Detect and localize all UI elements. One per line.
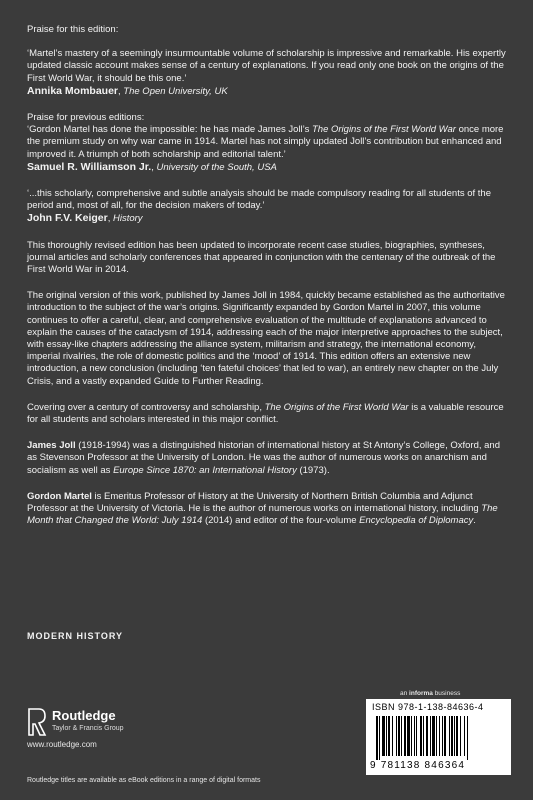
barcode-bar bbox=[460, 716, 461, 756]
barcode-bar bbox=[388, 716, 390, 756]
barcode-bar bbox=[439, 716, 440, 756]
barcode-bar bbox=[467, 716, 468, 760]
bio-name: Gordon Martel bbox=[27, 490, 92, 502]
bio-martel: Gordon Martel is Emeritus Professor of History at the University of Northern British Columbia and Adjunct Professor at the University of Victoria. He is the author of numerous works on international history, including The Month that Changed the World: July 1914 (2014) and editor of the four-volume Encyclopedia of Diplomacy. bbox=[27, 490, 498, 527]
publisher-url: www.routledge.com bbox=[27, 740, 97, 749]
barcode-bar bbox=[444, 716, 446, 756]
bio-joll: James Joll (1918-1994) was a distinguished historian of international history at St Antony’s College, Oxford, and as Stevenson Professor at the University of London. He was the author of numerous works on anarchism and socialism as well as Europe Since 1870: an International History (1973). bbox=[27, 440, 500, 476]
description-paragraph-1: This thoroughly revised edition has been updated to incorporate recent case studies, biographies, syntheses, journal articles and scholarly conferences that appeared in conjunction with the centenary of the outbreak of the First World War in 2014. bbox=[27, 239, 496, 276]
barcode-bar bbox=[392, 716, 393, 756]
author-affiliation: The Open University, UK bbox=[123, 85, 228, 97]
barcode-bar bbox=[407, 716, 410, 756]
praise-quote-mombauer: ‘Martel’s mastery of a seemingly insurmountable volume of scholarship is impressive and remarkable. His expertly updated classic account makes sense of a century of explanations. If you read only one book on the origins of the First World War, it should be this one.’ bbox=[27, 48, 506, 84]
barcode-bars bbox=[376, 716, 502, 760]
publisher-group: Taylor & Francis Group bbox=[52, 725, 124, 732]
isbn-barcode bbox=[366, 699, 511, 775]
praise-quote-keiger: ‘...this scholarly, comprehensive and subtle analysis should be made compulsory reading for all students of the period and, most of all, for the decision makers of today.’ bbox=[27, 188, 491, 212]
description-paragraph-3: Covering over a century of controversy and scholarship, The Origins of the First World War is a valuable resource for all students and scholars interested in this major conflict. bbox=[27, 401, 504, 426]
praise-quote-williamson: ‘Gordon Martel has done the impossible: he has made James Joll’s The Origins of the First World War once more the premium study on why war came in 1914. Martel has not simply updated Joll’s contribution but enhanced and improved it. A triumph of both scholarship and editorial talent.’ bbox=[27, 124, 504, 160]
informa-tagline: an informa business bbox=[400, 690, 461, 697]
barcode-bar bbox=[401, 716, 402, 756]
cover-text bbox=[27, 24, 509, 528]
author-name: John F.V. Keiger bbox=[27, 212, 108, 225]
barcode-bar bbox=[449, 716, 450, 756]
barcode-bar bbox=[411, 716, 412, 756]
barcode-bar bbox=[379, 716, 380, 760]
barcode-bar bbox=[398, 716, 400, 756]
praise-previous-heading: Praise for previous editions: bbox=[27, 112, 145, 124]
isbn-label: ISBN 978-1-138-84636-4 bbox=[372, 702, 484, 712]
barcode-bar bbox=[420, 716, 422, 756]
barcode-bar bbox=[430, 716, 431, 756]
description-paragraph-2: The original version of this work, published by James Joll in 1984, quickly became established as the authoritative introduction to the subject of the war’s origins. Significantly expanded by Gordon Martel in 2007, this volume continues to offer a careful, clear, and comprehensive evaluation of the multitude of explanations advanced to explain the causes of the cataclysm of 1914, addressing each of the major interpretive approaches to the subject, with essay-like chapters addressing the alliance system, militarism and strategy, the international economy, imperial rivalries, the role of domestic politics and the ‘mood’ of 1914. This edition offers an extensive new introduction, a new conclusion (including ‘ten fateful choices’ that led to war), an entirely new chapter on the July Crisis, and a vastly expanded Guide to Further Reading. bbox=[27, 290, 505, 387]
author-affiliation: University of the South, USA bbox=[156, 161, 277, 173]
barcode-bar bbox=[416, 716, 417, 756]
barcode-bar bbox=[451, 716, 453, 756]
barcode-bar bbox=[454, 716, 455, 756]
barcode-bar bbox=[464, 716, 465, 756]
ebook-note: Routledge titles are available as eBook editions in a range of digital formats bbox=[27, 777, 261, 784]
barcode-bar bbox=[382, 716, 385, 756]
routledge-r-icon bbox=[27, 707, 47, 737]
author-name: Annika Mombauer bbox=[27, 84, 119, 97]
barcode-bar bbox=[414, 716, 415, 756]
barcode-bar bbox=[376, 716, 378, 760]
barcode-digits: 9 781138 846364 bbox=[370, 760, 466, 771]
barcode-bar bbox=[404, 716, 406, 756]
praise-attribution-mombauer: Annika Mombauer, The Open University, UK bbox=[27, 84, 228, 97]
barcode-bar bbox=[432, 716, 435, 756]
barcode-bar bbox=[396, 716, 397, 756]
barcode-bar bbox=[426, 716, 428, 756]
author-name: Samuel R. Williamson Jr. bbox=[27, 160, 152, 173]
publisher-name: Routledge bbox=[52, 708, 116, 723]
barcode-bar bbox=[456, 716, 458, 756]
barcode-bar bbox=[436, 716, 437, 756]
praise-attribution-williamson: Samuel R. Williamson Jr., University of the South, USA bbox=[27, 160, 277, 173]
barcode-bar bbox=[442, 716, 443, 756]
praise-attribution-keiger: John F.V. Keiger, History bbox=[27, 212, 143, 225]
subject-label: MODERN HISTORY bbox=[27, 631, 124, 641]
author-affiliation: History bbox=[113, 213, 143, 225]
bio-name: James Joll bbox=[27, 440, 76, 452]
barcode-bar bbox=[423, 716, 424, 756]
barcode-bar bbox=[386, 716, 387, 756]
praise-current-heading: Praise for this edition: bbox=[27, 24, 119, 35]
